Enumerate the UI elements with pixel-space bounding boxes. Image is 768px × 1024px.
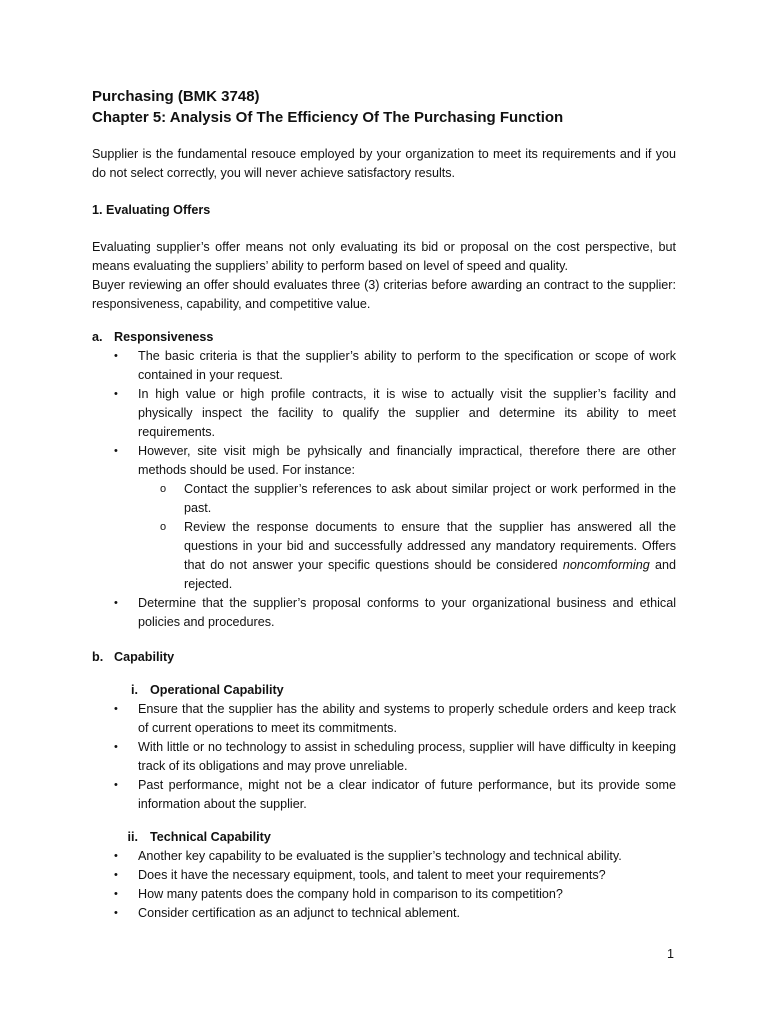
- bullet-text: How many patents does the company hold in comparison to its competition?: [138, 887, 563, 901]
- bullet-icon: •: [114, 350, 118, 362]
- document-body: [92, 86, 676, 923]
- bullet-text: In high value or high profile contracts, it is wise to actually visit the supplier’s facility and physically inspect the facility to qualify the supplier and determine its ability to meet requirements.: [138, 387, 676, 439]
- bullet-icon: •: [114, 779, 118, 791]
- subsection-title: Responsiveness: [114, 330, 214, 344]
- list-item: [114, 700, 676, 738]
- sub-list-item: [160, 518, 676, 594]
- circle-bullet-icon: o: [160, 483, 167, 495]
- sub-heading-title: Operational Capability: [150, 683, 284, 697]
- subsection-heading-capability: [92, 648, 676, 667]
- list-item: [114, 866, 676, 885]
- bullet-text: Another key capability to be evaluated is the supplier’s technology and technical ability.: [138, 849, 622, 863]
- bullet-text: Consider certification as an adjunct to technical ablement.: [138, 906, 461, 920]
- sub-bullet-text: Contact the supplier’s references to ask about similar project or work performed in the past.: [184, 482, 676, 515]
- page-number: 1: [667, 947, 675, 961]
- list-item: [114, 442, 676, 480]
- intro-paragraph: Supplier is the fundamental resouce employed by your organization to meet its requirements and if you do not select correctly, you will never achieve satisfactory results.: [92, 147, 676, 180]
- subsection-title: Capability: [114, 650, 175, 664]
- sub-heading-title: Technical Capability: [150, 830, 271, 844]
- bullet-icon: •: [114, 888, 118, 900]
- bullet-text: With little or no technology to assist in scheduling process, supplier will have difficulty in keeping track of its obligations and may prove unreliable.: [138, 740, 676, 773]
- list-item: [114, 738, 676, 776]
- sub-heading-technical-capability: [92, 828, 676, 847]
- bullet-text: However, site visit migh be pyhsically and financially impractical, therefore there are other methods should be used. For instance:: [138, 444, 676, 477]
- sub-heading-operational-capability: [92, 681, 676, 700]
- roman-numeral: i.: [131, 683, 138, 697]
- bullet-text: Ensure that the supplier has the ability and systems to properly schedule orders and keep track of current operations to meet its commitments.: [138, 702, 676, 735]
- bullet-icon: •: [114, 850, 118, 862]
- bullet-text: The basic criteria is that the supplier’s ability to perform to the specification or scope of work contained in your request.: [138, 349, 676, 382]
- bullet-icon: •: [114, 703, 118, 715]
- sub-bullet-text-tail: and rejected.: [184, 558, 676, 591]
- list-item: [114, 385, 676, 442]
- bullet-icon: •: [114, 597, 118, 609]
- sub-bullet-text: [184, 518, 676, 594]
- bullet-text: Past performance, might not be a clear indicator of future performance, but its provide some information about the supplier.: [138, 778, 676, 811]
- bullet-text: Does it have the necessary equipment, tools, and talent to meet your requirements?: [138, 868, 606, 882]
- bullet-icon: •: [114, 445, 118, 457]
- list-item: [114, 885, 676, 904]
- list-item: [114, 904, 676, 923]
- emphasis-text: noncomforming: [562, 558, 650, 572]
- list-item: [114, 594, 676, 632]
- chapter-title: Chapter 5: Analysis Of The Efficiency Of The Purchasing Function: [92, 109, 564, 126]
- list-item: [114, 776, 676, 814]
- bullet-icon: •: [114, 388, 118, 400]
- bullet-icon: •: [114, 907, 118, 919]
- bullet-icon: •: [114, 741, 118, 753]
- evaluating-paragraph-1: Evaluating supplier’s offer means not only evaluating its bid or proposal on the cost perspective, but means evaluating the suppliers’ ability to perform based on level of speed and quality.: [92, 240, 676, 273]
- evaluating-paragraph-2: Buyer reviewing an offer should evaluates three (3) criterias before awarding an contract to the supplier: responsiveness, capability, and competitive value.: [92, 278, 676, 311]
- bullet-text: Determine that the supplier’s proposal conforms to your organizational business and ethical policies and procedures.: [138, 596, 676, 629]
- subsection-heading-responsiveness: [92, 328, 676, 347]
- circle-bullet-icon: o: [160, 521, 167, 533]
- sub-list-item: [160, 480, 676, 518]
- list-item: [114, 347, 676, 385]
- roman-numeral: ii.: [127, 830, 138, 844]
- course-title: Purchasing (BMK 3748): [92, 88, 260, 105]
- section-heading-evaluating-offers: 1. Evaluating Offers: [92, 203, 211, 217]
- sub-bullet-text-main: Review the response documents to ensure that the supplier has answered all the questions in your bid and successfully addressed any mandatory requirements. Offers that do not answer your specific questions should be considered: [184, 520, 676, 572]
- list-item: [114, 847, 676, 866]
- bullet-icon: •: [114, 869, 118, 881]
- subsection-label: b.: [92, 650, 104, 664]
- subsection-label: a.: [92, 330, 103, 344]
